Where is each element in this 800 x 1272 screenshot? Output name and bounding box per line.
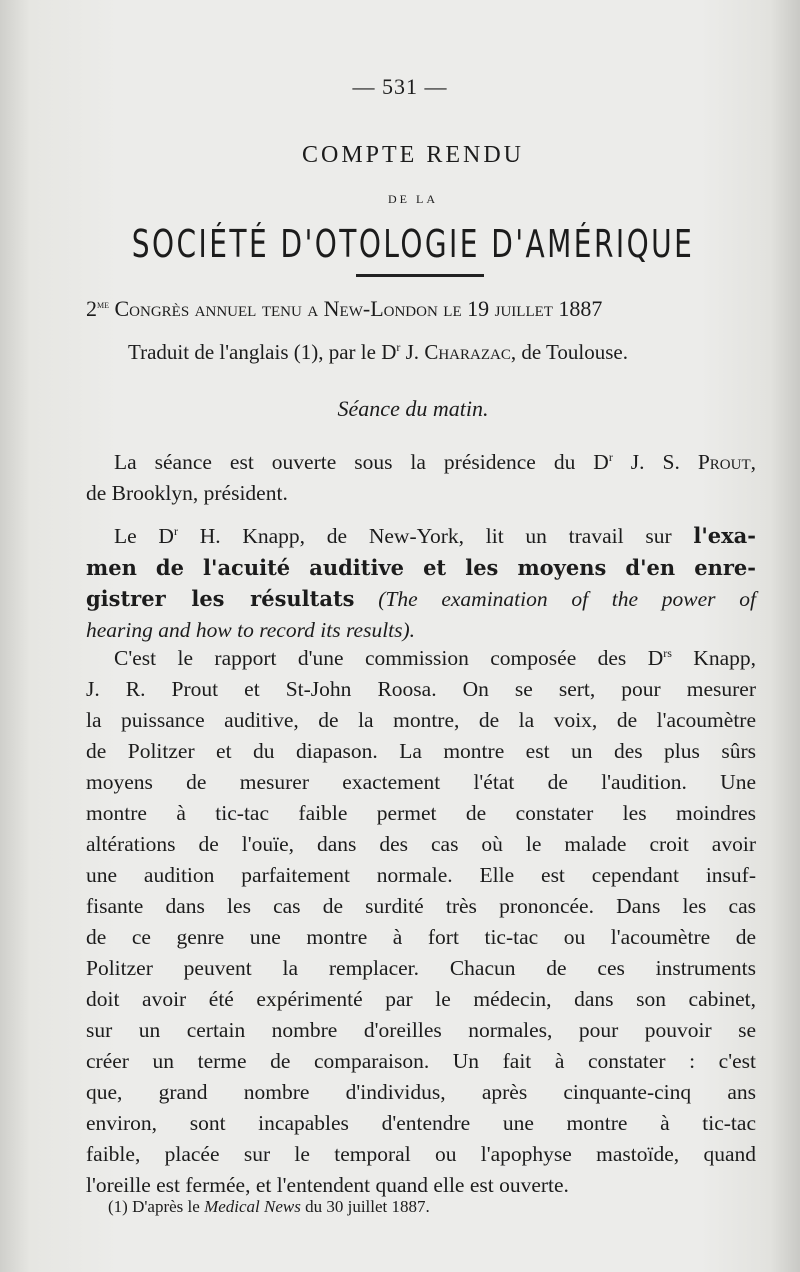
text-run: Knapp, bbox=[671, 646, 756, 670]
footnote-text: (1) D'après le bbox=[108, 1197, 205, 1216]
text-run: Le D bbox=[114, 524, 174, 548]
paragraph-line: Politzer peuvent la remplacer. Chacun de ces instruments bbox=[86, 956, 756, 980]
paragraph-line: de Politzer et du diapason. La montre est un des plus sûrs bbox=[86, 739, 756, 763]
congress-text: Congrès annuel tenu a New-London le 19 juillet 1887 bbox=[109, 296, 603, 321]
footnote bbox=[108, 1197, 728, 1217]
footnote-text: du 30 juillet 1887. bbox=[300, 1197, 430, 1216]
paragraph-line: men de l'acuité auditive et les moyens d'en enre- bbox=[86, 555, 756, 580]
paragraph-line: de Brooklyn, président. bbox=[86, 481, 288, 505]
paragraph-line: hearing and how to record its results). bbox=[86, 618, 416, 642]
paragraph-3 bbox=[86, 643, 756, 1201]
text-run: C'est le rapport d'une commission composée des D bbox=[114, 646, 664, 670]
translator-pre: Traduit de l'anglais (1), par le D bbox=[128, 340, 397, 364]
translator-line bbox=[128, 340, 768, 365]
text-run: H. Knapp, de New-York, lit un travail sur bbox=[177, 524, 694, 548]
congress-ordinal-sup: me bbox=[97, 297, 109, 311]
text-run: , bbox=[750, 450, 757, 474]
translator-name: Charazac bbox=[424, 340, 511, 364]
text-run: J. S. bbox=[612, 450, 698, 474]
heading-societe: SOCIÉTÉ D'OTOLOGIE D'AMÉRIQUE bbox=[131, 222, 695, 266]
paragraph-line: altérations de l'ouïe, dans des cas où le malade croit avoir bbox=[86, 832, 756, 856]
paragraph-line: créer un terme de comparaison. Un fait à constater : c'est bbox=[86, 1049, 756, 1073]
heading-divider bbox=[356, 274, 484, 277]
heading-de-la: DE LA bbox=[388, 192, 438, 206]
paragraph-line: que, grand nombre d'individus, après cinquante-cinq ans bbox=[86, 1080, 756, 1104]
italic-title: (The examination of the power of bbox=[354, 587, 756, 611]
name-smallcaps: Prout bbox=[697, 450, 751, 474]
bold-title: l'exa- bbox=[693, 523, 756, 548]
paragraph-line: une audition parfaitement normale. Elle est cependant insuf- bbox=[86, 863, 756, 887]
paragraph-line bbox=[86, 447, 756, 478]
paragraph-line: moyens de mesurer exactement l'état de l'audition. Une bbox=[86, 770, 756, 794]
congress-ordinal: 2 bbox=[86, 296, 97, 321]
paragraph-line: l'oreille est fermée, et l'entendent quand elle est ouverte. bbox=[86, 1173, 569, 1197]
heading-compte-rendu: COMPTE RENDU bbox=[301, 142, 524, 168]
paragraph-line: environ, sont incapables d'entendre une montre à tic-tac bbox=[86, 1111, 756, 1135]
superscript: r bbox=[173, 524, 178, 538]
paragraph-line: J. R. Prout et St-John Roosa. On se sert, pour mesurer bbox=[86, 677, 756, 701]
paragraph-line: doit avoir été expérimenté par le médecin, dans son cabinet, bbox=[86, 987, 756, 1011]
superscript: rs bbox=[663, 646, 672, 660]
paragraph-1 bbox=[86, 447, 756, 509]
bold-title: gistrer les résultats bbox=[86, 586, 355, 611]
paragraph-line: fisante dans les cas de surdité très prononcée. Dans les cas bbox=[86, 894, 756, 918]
section-title: Séance du matin. bbox=[337, 396, 489, 421]
paragraph-line: de ce genre une montre à fort tic-tac ou l'acoumètre de bbox=[86, 925, 756, 949]
translator-end: , de Toulouse. bbox=[510, 340, 628, 364]
paragraph-line bbox=[86, 583, 756, 615]
footnote-journal: Medical News bbox=[204, 1197, 301, 1216]
paragraph-line: faible, placée sur le temporal ou l'apophyse mastoïde, quand bbox=[86, 1142, 756, 1166]
translator-initial: J. bbox=[400, 340, 425, 364]
paragraph-line: montre à tic-tac faible permet de constater les moindres bbox=[86, 801, 756, 825]
paragraph-2 bbox=[86, 520, 756, 646]
page-number: — 531 — bbox=[352, 74, 448, 99]
paragraph-line: la puissance auditive, de la montre, de la voix, de l'acoumètre bbox=[86, 708, 756, 732]
paragraph-line bbox=[86, 520, 756, 552]
paragraph-line bbox=[86, 643, 756, 674]
paragraph-line: sur un certain nombre d'oreilles normales, pour pouvoir se bbox=[86, 1018, 756, 1042]
translator-sup: r bbox=[396, 340, 401, 354]
text-run: La séance est ouverte sous la présidence du D bbox=[114, 450, 609, 474]
superscript: r bbox=[608, 450, 613, 464]
congress-line bbox=[86, 296, 756, 322]
